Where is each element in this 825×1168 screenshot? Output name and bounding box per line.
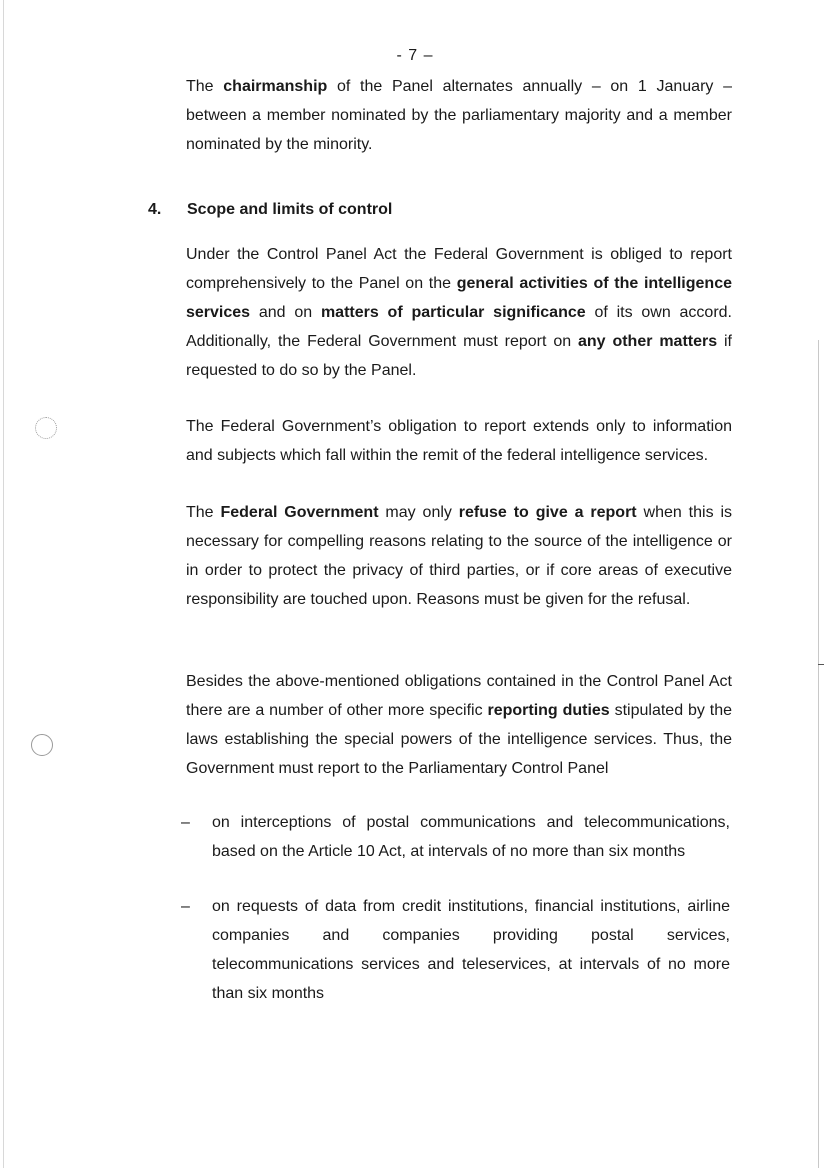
- text-run: Under the Control Panel Act the Federal Government is obliged to report comprehensively to the Panel on the: [186, 246, 732, 292]
- scan-edge-line: [818, 340, 819, 1168]
- scan-edge-line: [3, 0, 4, 1168]
- bullet-item-data-requests: on requests of data from credit institutions, financial institutions, airline companies and companies providing postal services, telecommunications services and teleservices, at intervals of no more than six months: [212, 898, 730, 1002]
- text-run: The Federal Government’s obligation to report extends only to information and subjects which fall within the remit of the federal intelligence services.: [186, 418, 732, 464]
- bold-text: reporting duties: [487, 702, 610, 719]
- intro-paragraph: [186, 72, 732, 159]
- section-number: 4.: [148, 201, 162, 218]
- bold-text: chairmanship: [223, 78, 328, 95]
- text-run: of its own accord. Additionally, the Federal Government must report on: [186, 304, 732, 350]
- text-run: The: [186, 78, 224, 95]
- scan-mark: [818, 664, 824, 665]
- paragraph-obligation-scope: [186, 412, 732, 470]
- bullet-dash: –: [181, 898, 190, 915]
- section-title: Scope and limits of control: [187, 201, 393, 218]
- bullet-item-interceptions: on interceptions of postal communications and telecommunications, based on the Article 10 Act, at intervals of no more than six months: [212, 814, 730, 860]
- punch-hole-icon: [31, 734, 53, 756]
- bold-text: refuse to give a report: [458, 504, 637, 521]
- paragraph-refusal: [186, 498, 732, 614]
- text-run: and on: [250, 304, 321, 321]
- paragraph-reporting-duties: [186, 667, 732, 783]
- paragraph-control-panel-act: [186, 240, 732, 385]
- bold-text: Federal Government: [220, 504, 379, 521]
- text-run: The: [186, 504, 221, 521]
- text-run: Besides the above-mentioned obligations contained in the Control Panel Act there are a number of other more specific: [186, 673, 732, 719]
- bullet-dash: –: [181, 814, 190, 831]
- page-number: - 7 –: [396, 47, 434, 64]
- text-run: stipulated by the laws establishing the special powers of the intelligence services. Thus, the Government must report to the Parliamentary Control Panel: [186, 702, 733, 777]
- text-run: when this is necessary for compelling reasons relating to the source of the intelligence or in order to protect the privacy of third parties, or if core areas of executive responsibility are touched upon. Reasons must be given for the refusal.: [186, 504, 733, 608]
- text-run: if requested to do so by the Panel.: [186, 333, 732, 379]
- punch-hole-icon: [35, 417, 57, 439]
- bold-text: any other matters: [578, 333, 718, 350]
- bold-text: matters of particular significance: [320, 304, 586, 321]
- text-run: may only: [378, 504, 459, 521]
- text-run: of the Panel alternates annually – on 1 January – between a member nominated by the parliamentary majority and a member nominated by the minority.: [186, 78, 732, 153]
- bold-text: general activities of the intelligence services: [186, 275, 732, 321]
